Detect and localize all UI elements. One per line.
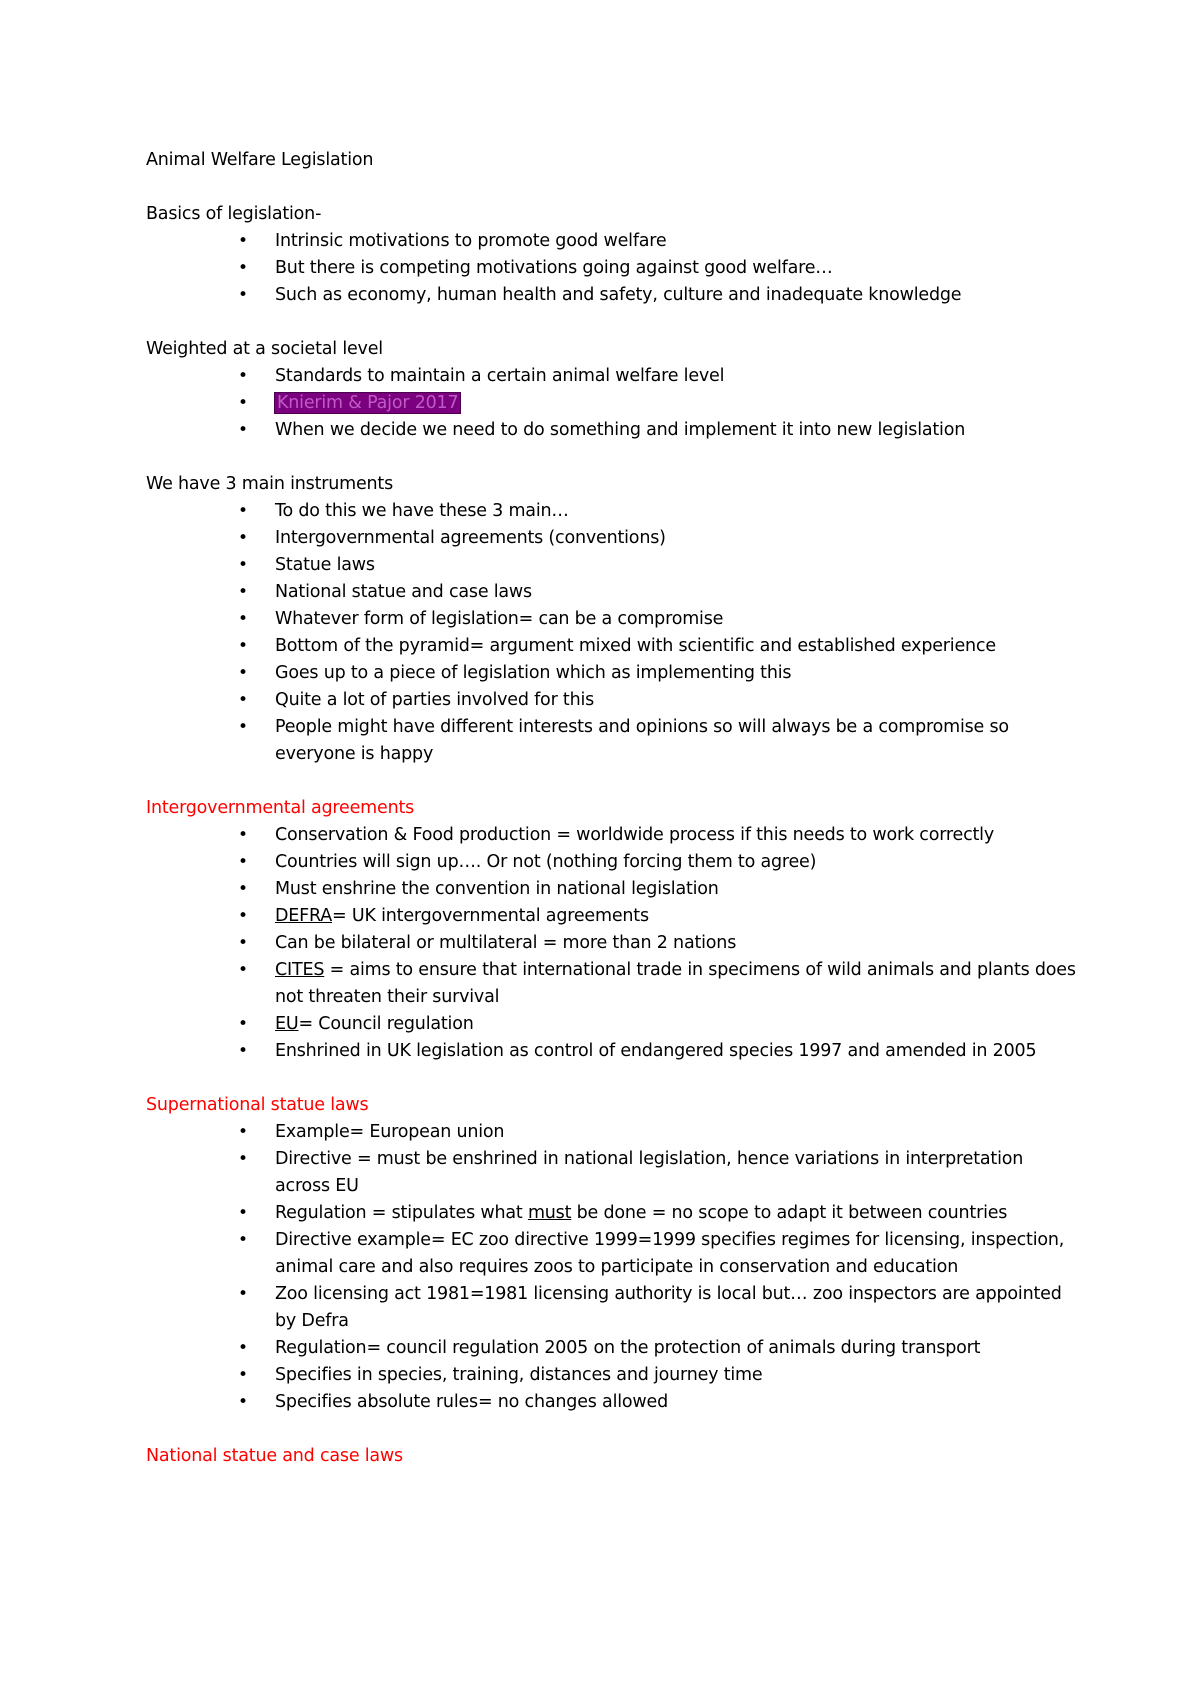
list-item <box>146 1011 1076 1038</box>
list-item-text: But there is competing motivations going against good welfare… <box>275 258 833 278</box>
bullet-list-instruments <box>146 498 1076 768</box>
underlined-term: must <box>527 1203 572 1223</box>
list-item-text: People might have different interests and opinions so will always be a compromise so everyone is happy <box>275 717 1009 764</box>
bullet-list-basics <box>146 228 1076 309</box>
bullet-icon: • <box>238 1284 248 1304</box>
list-item <box>146 255 1076 282</box>
list-item-text: Intergovernmental agreements (conventions) <box>275 528 666 548</box>
list-item-text: Countries will sign up…. Or not (nothing forcing them to agree) <box>275 852 817 872</box>
list-item <box>146 1227 1076 1281</box>
list-item-text: National statue and case laws <box>275 582 532 602</box>
list-item-text: Whatever form of legislation= can be a compromise <box>275 609 724 629</box>
list-item-text: Standards to maintain a certain animal welfare level <box>275 366 725 386</box>
section-heading-basics: Basics of legislation- <box>146 204 322 224</box>
bullet-icon: • <box>238 231 248 251</box>
bullet-icon: • <box>238 879 248 899</box>
section-instruments <box>146 471 1076 768</box>
list-item <box>146 498 1076 525</box>
bullet-list-weighted <box>146 363 1076 444</box>
section-heading-intergovernmental: Intergovernmental agreements <box>146 798 415 818</box>
list-item-text: Directive = must be enshrined in national legislation, hence variations in interpretation across EU <box>275 1149 1024 1196</box>
list-item-text: When we decide we need to do something and implement it into new legislation <box>275 420 966 440</box>
list-item-text: Quite a lot of parties involved for this <box>275 690 595 710</box>
underlined-term: EU <box>275 1014 299 1034</box>
underlined-term: CITES <box>275 960 325 980</box>
list-item-text: Directive example= EC zoo directive 1999=1999 specifies regimes for licensing, inspection, animal care and also requires zoos to participate in conservation and education <box>275 1230 1065 1277</box>
list-item-text: Specifies absolute rules= no changes allowed <box>275 1392 668 1412</box>
list-item <box>146 822 1076 849</box>
list-item <box>146 1362 1076 1389</box>
list-item <box>146 957 1076 1011</box>
list-item-text: Statue laws <box>275 555 375 575</box>
list-item <box>146 1200 1076 1227</box>
list-item-text: Example= European union <box>275 1122 505 1142</box>
bullet-icon: • <box>238 852 248 872</box>
list-item-text: Zoo licensing act 1981=1981 licensing authority is local but… zoo inspectors are appointed by Defra <box>275 1284 1062 1331</box>
list-item-text: Enshrined in UK legislation as control of endangered species 1997 and amended in 2005 <box>275 1041 1037 1061</box>
bullet-icon: • <box>238 1365 248 1385</box>
list-item <box>146 714 1076 768</box>
list-item-text: To do this we have these 3 main… <box>275 501 569 521</box>
document-title-block <box>146 147 1076 174</box>
bullet-icon: • <box>238 366 248 386</box>
section-heading-supernational: Supernational statue laws <box>146 1095 369 1115</box>
list-item-text: be done = no scope to adapt it between countries <box>571 1203 1008 1223</box>
bullet-icon: • <box>238 933 248 953</box>
list-item-text: = UK intergovernmental agreements <box>332 906 649 926</box>
bullet-icon: • <box>238 1203 248 1223</box>
list-item <box>146 687 1076 714</box>
list-item <box>146 930 1076 957</box>
list-item <box>146 849 1076 876</box>
list-item <box>146 363 1076 390</box>
list-item-text: Regulation= council regulation 2005 on the protection of animals during transport <box>275 1338 981 1358</box>
bullet-icon: • <box>238 528 248 548</box>
highlighted-citation: Knierim & Pajor 2017 <box>277 393 459 413</box>
bullet-icon: • <box>238 663 248 683</box>
list-item-text: Intrinsic motivations to promote good welfare <box>275 231 667 251</box>
list-item-text: = Council regulation <box>298 1014 474 1034</box>
list-item <box>146 876 1076 903</box>
list-item <box>146 1119 1076 1146</box>
section-supernational <box>146 1092 1076 1416</box>
list-item <box>146 282 1076 309</box>
document-page <box>146 147 1076 1470</box>
list-item-text: Goes up to a piece of legislation which as implementing this <box>275 663 792 683</box>
list-item <box>146 660 1076 687</box>
bullet-list-supernational <box>146 1119 1076 1416</box>
list-item <box>146 903 1076 930</box>
list-item-text: Regulation = stipulates what <box>275 1203 528 1223</box>
bullet-icon: • <box>238 636 248 656</box>
list-item <box>146 1335 1076 1362</box>
bullet-icon: • <box>238 1149 248 1169</box>
bullet-icon: • <box>238 555 248 575</box>
document-title: Animal Welfare Legislation <box>146 150 374 170</box>
list-item-text: Can be bilateral or multilateral = more than 2 nations <box>275 933 737 953</box>
bullet-icon: • <box>238 582 248 602</box>
list-item <box>146 417 1076 444</box>
list-item <box>146 1281 1076 1335</box>
bullet-list-intergovernmental <box>146 822 1076 1065</box>
section-weighted <box>146 336 1076 444</box>
list-item <box>146 228 1076 255</box>
bullet-icon: • <box>238 609 248 629</box>
list-item <box>146 525 1076 552</box>
bullet-icon: • <box>238 501 248 521</box>
bullet-icon: • <box>238 285 248 305</box>
section-basics <box>146 201 1076 309</box>
bullet-icon: • <box>238 825 248 845</box>
section-heading-weighted: Weighted at a societal level <box>146 339 383 359</box>
list-item <box>146 1038 1076 1065</box>
bullet-icon: • <box>238 420 248 440</box>
bullet-icon: • <box>238 690 248 710</box>
list-item <box>146 1146 1076 1200</box>
bullet-icon: • <box>238 1338 248 1358</box>
bullet-icon: • <box>238 1014 248 1034</box>
bullet-icon: • <box>238 258 248 278</box>
underlined-term: DEFRA <box>275 906 333 926</box>
bullet-icon: • <box>238 1122 248 1142</box>
list-item <box>146 633 1076 660</box>
list-item-text: Must enshrine the convention in national legislation <box>275 879 719 899</box>
bullet-icon: • <box>238 393 248 413</box>
list-item <box>146 552 1076 579</box>
bullet-icon: • <box>238 1230 248 1250</box>
bullet-icon: • <box>238 717 248 737</box>
list-item-text: Conservation & Food production = worldwide process if this needs to work correctly <box>275 825 994 845</box>
section-national <box>146 1443 1076 1470</box>
list-item <box>146 1389 1076 1416</box>
list-item <box>146 390 1076 417</box>
list-item <box>146 579 1076 606</box>
section-heading-instruments: We have 3 main instruments <box>146 474 393 494</box>
section-heading-national: National statue and case laws <box>146 1446 403 1466</box>
list-item-text: Bottom of the pyramid= argument mixed with scientific and established experience <box>275 636 996 656</box>
bullet-icon: • <box>238 906 248 926</box>
list-item <box>146 606 1076 633</box>
bullet-icon: • <box>238 1392 248 1412</box>
bullet-icon: • <box>238 1041 248 1061</box>
list-item-text: Specifies in species, training, distances and journey time <box>275 1365 763 1385</box>
bullet-icon: • <box>238 960 248 980</box>
list-item-text: = aims to ensure that international trade in specimens of wild animals and plants does not threaten their survival <box>275 960 1076 1007</box>
section-intergovernmental <box>146 795 1076 1065</box>
list-item-text: Such as economy, human health and safety, culture and inadequate knowledge <box>275 285 962 305</box>
